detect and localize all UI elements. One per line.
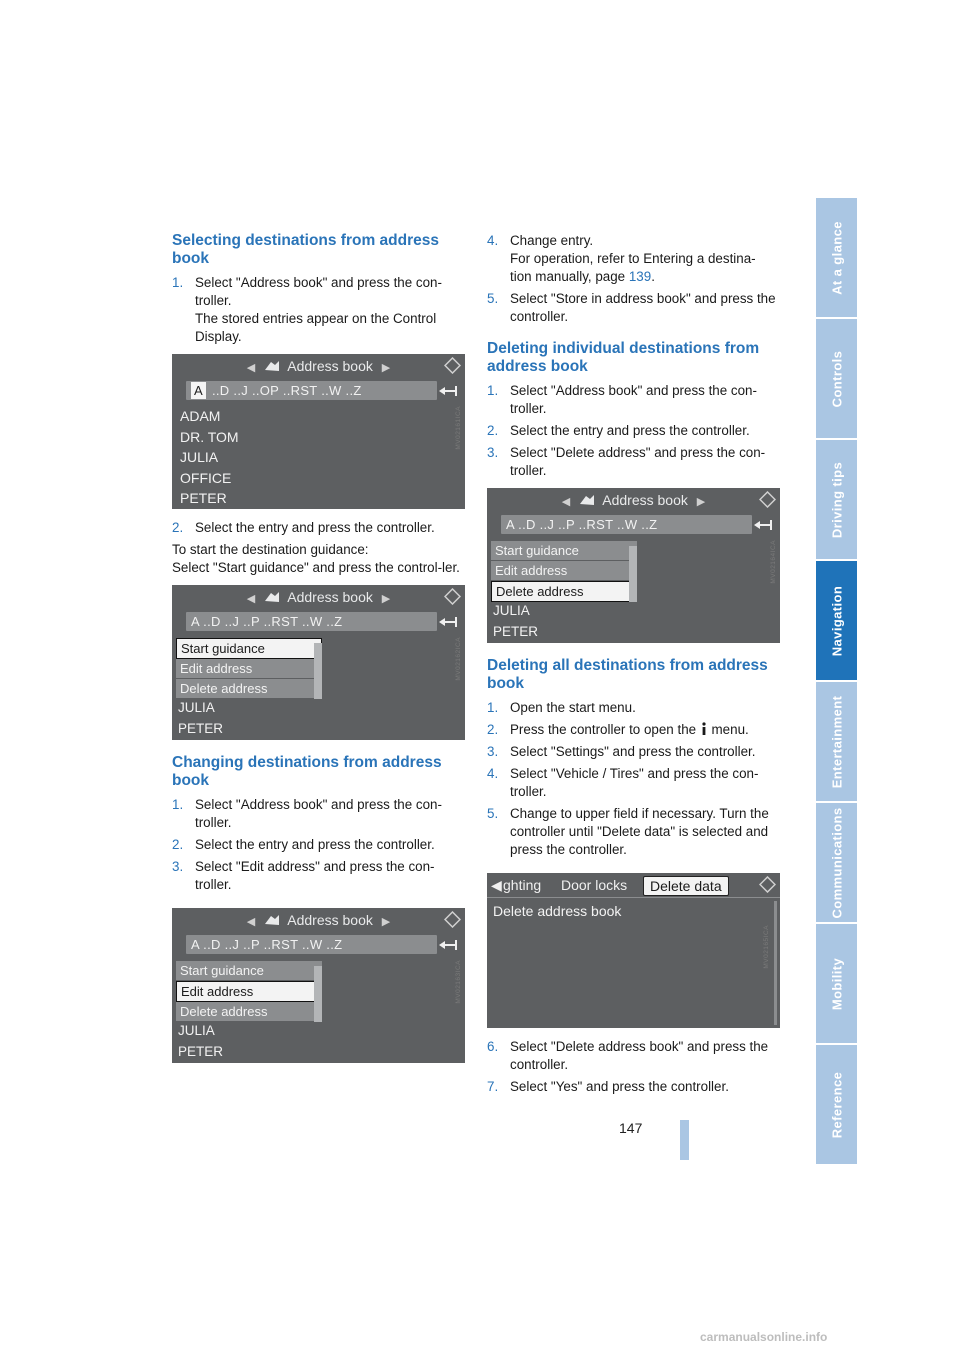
back-arrow-icon xyxy=(437,938,459,952)
screen-edit-address: ◀ Address book ▶ A ..D ..J ..P ..RST ..W ..Z Start guidance Edit address Delete address JULIA PETER MV02163ICA xyxy=(172,908,465,1063)
context-menu xyxy=(176,961,322,1022)
step: 3. Select "Edit address" and press the con-troller. xyxy=(172,859,435,892)
page-number: 147 xyxy=(619,1120,643,1136)
figure-code: MV02163ICA xyxy=(455,960,462,1004)
back-arrow-icon xyxy=(752,518,774,532)
menu-item-delete-address: Delete address xyxy=(176,1002,322,1022)
menu-item-edit-address: Edit address xyxy=(176,981,322,1002)
arrow-left-icon: ◀ xyxy=(491,877,502,893)
steps-deleting-all-continued xyxy=(487,1038,779,1096)
arrow-right-icon: ▶ xyxy=(381,916,391,928)
section-title-deleting-all: Deleting all destinations from address book xyxy=(487,657,768,692)
list-item: PETER xyxy=(180,490,227,506)
menu-item-edit-address: Edit address xyxy=(176,659,322,679)
step: 2. Select the entry and press the controller. xyxy=(172,520,435,535)
chapter-tabs xyxy=(816,198,857,1166)
navigation-icon xyxy=(444,911,461,928)
step: 2. Select the entry and press the controller. xyxy=(487,423,750,438)
arrow-left-icon: ◀ xyxy=(246,916,256,928)
step: 1. Open the start menu. xyxy=(487,700,636,715)
address-book-icon xyxy=(264,914,280,926)
screen-delete-data xyxy=(487,873,780,1028)
menu-item-delete-address: Delete address xyxy=(176,679,322,699)
step: 1. Select "Address book" and press the con-troller. xyxy=(172,797,442,830)
figure-code: MV02161ICA xyxy=(455,406,462,450)
figure-code: MV02162ICA xyxy=(455,637,462,681)
figure-code: MV02164ICA xyxy=(770,540,777,584)
left-column xyxy=(172,232,464,1073)
paragraph: To start the destination guidance: xyxy=(172,542,369,557)
tab-controls[interactable]: Controls xyxy=(816,319,857,438)
navigation-icon xyxy=(759,491,776,508)
alphabet-bar: A ..D ..J ..P ..RST ..W ..Z xyxy=(501,515,752,534)
step: 2. Press the controller to open the menu. xyxy=(487,722,749,737)
arrow-right-icon: ▶ xyxy=(381,593,391,605)
context-menu xyxy=(491,541,637,602)
list-item: DR. TOM xyxy=(180,428,239,445)
back-arrow-icon xyxy=(437,615,459,629)
list-item: PETER xyxy=(178,720,224,736)
steps-selecting xyxy=(172,274,464,346)
menu-item-start-guidance: Start guidance xyxy=(491,541,637,561)
list-item: JULIA xyxy=(178,700,215,715)
arrow-left-icon: ◀ xyxy=(246,362,256,374)
steps-changing xyxy=(172,796,464,894)
navigation-icon xyxy=(759,876,776,893)
arrow-right-icon: ▶ xyxy=(696,496,706,508)
step: 4. Select "Vehicle / Tires" and press the con-troller. xyxy=(487,766,759,799)
section-title-changing: Changing destinations from address book xyxy=(172,754,442,789)
step: 3. Select "Delete address" and press the con-troller. xyxy=(487,445,766,478)
tab-door-locks: Door locks xyxy=(561,877,628,893)
screen-address-book-list: ◀ Address book ▶ A ..D ..J ..OP ..RST ..W ..Z ADAM DR. TOM JULIA OFFICE PETER MV02161ICA xyxy=(172,354,465,509)
tab-lighting: ghting xyxy=(503,877,542,893)
scrollbar xyxy=(774,901,777,1025)
step: 4. Change entry. For operation, refer to Entering a destina- tion manually, page 139. xyxy=(487,233,756,284)
tab-mobility[interactable]: Mobility xyxy=(816,924,857,1043)
menu-item-delete-address: Delete address xyxy=(491,581,637,602)
list-item: PETER xyxy=(178,1043,224,1059)
tab-at-a-glance[interactable]: At a glance xyxy=(816,198,857,317)
page-marker xyxy=(680,1120,689,1160)
tab-entertainment[interactable]: Entertainment xyxy=(816,682,857,801)
menu-item-delete-address-book: Delete address book xyxy=(493,903,622,919)
menu-item-edit-address: Edit address xyxy=(491,561,637,581)
arrow-left-icon: ◀ xyxy=(561,496,571,508)
right-column xyxy=(487,232,779,1100)
screen-start-guidance: ◀ Address book ▶ A ..D ..J ..P ..RST ..W ..Z Start guidance Edit address Delete address JULIA PETER MV02162ICA xyxy=(172,585,465,740)
figure-code: MV02165ICA xyxy=(763,925,770,969)
tab-driving-tips[interactable]: Driving tips xyxy=(816,440,857,559)
alphabet-bar: A ..D ..J ..OP ..RST ..W ..Z xyxy=(186,381,437,400)
steps-changing-continued xyxy=(487,232,779,326)
step: 2. Select the entry and press the controller. xyxy=(172,837,435,852)
tab-delete-data: Delete data xyxy=(643,876,729,896)
list-item: PETER xyxy=(493,623,539,639)
watermark: carmanualsonline.info xyxy=(700,1330,828,1344)
address-book-icon xyxy=(264,591,280,603)
list-item: ADAM xyxy=(180,408,221,424)
address-book-icon xyxy=(579,494,595,506)
page-link[interactable]: 139 xyxy=(628,269,652,284)
tab-navigation[interactable]: Navigation xyxy=(816,561,857,680)
address-list xyxy=(180,406,239,509)
section-title-selecting: Selecting destinations from address book xyxy=(172,232,440,267)
tab-communications[interactable]: Communications xyxy=(816,803,857,922)
paragraph: Select "Start guidance" and press the control-ler. xyxy=(172,560,460,575)
arrow-left-icon: ◀ xyxy=(246,593,256,605)
step: 7. Select "Yes" and press the controller. xyxy=(487,1079,729,1094)
navigation-icon xyxy=(444,588,461,605)
step: 5. Select "Store in address book" and press the controller. xyxy=(487,291,776,324)
step: 6. Select "Delete address book" and press the controller. xyxy=(487,1039,769,1072)
list-item: JULIA xyxy=(493,603,530,618)
list-item: JULIA xyxy=(178,1023,215,1038)
step: 5. Change to upper field if necessary. Turn the controller until "Delete data" is selected and press the controller. xyxy=(487,806,769,857)
menu-item-start-guidance: Start guidance xyxy=(176,638,322,659)
info-icon xyxy=(700,722,708,735)
steps-deleting-all xyxy=(487,699,779,859)
address-book-icon xyxy=(264,360,280,372)
list-item: JULIA xyxy=(180,449,219,465)
menu-item-start-guidance: Start guidance xyxy=(176,961,322,981)
steps-deleting-individual xyxy=(487,382,779,480)
back-arrow-icon xyxy=(437,384,459,398)
step: 1. Select "Address book" and press the con-troller. xyxy=(487,383,757,416)
screen-delete-address: ◀ Address book ▶ A ..D ..J ..P ..RST ..W ..Z Start guidance Edit address Delete address JULIA PETER MV02164ICA xyxy=(487,488,780,643)
alphabet-bar: A ..D ..J ..P ..RST ..W ..Z xyxy=(186,612,437,631)
arrow-right-icon: ▶ xyxy=(381,362,391,374)
tab-reference[interactable]: Reference xyxy=(816,1045,857,1164)
context-menu xyxy=(176,638,322,699)
step: 1. Select "Address book" and press the con-troller. The stored entries appear on the Control Display. xyxy=(172,275,442,344)
alphabet-bar: A ..D ..J ..P ..RST ..W ..Z xyxy=(186,935,437,954)
navigation-icon xyxy=(444,357,461,374)
list-item: OFFICE xyxy=(180,469,232,486)
step: 3. Select "Settings" and press the controller. xyxy=(487,744,756,759)
section-title-deleting-individual: Deleting individual destinations from address book xyxy=(487,340,760,375)
